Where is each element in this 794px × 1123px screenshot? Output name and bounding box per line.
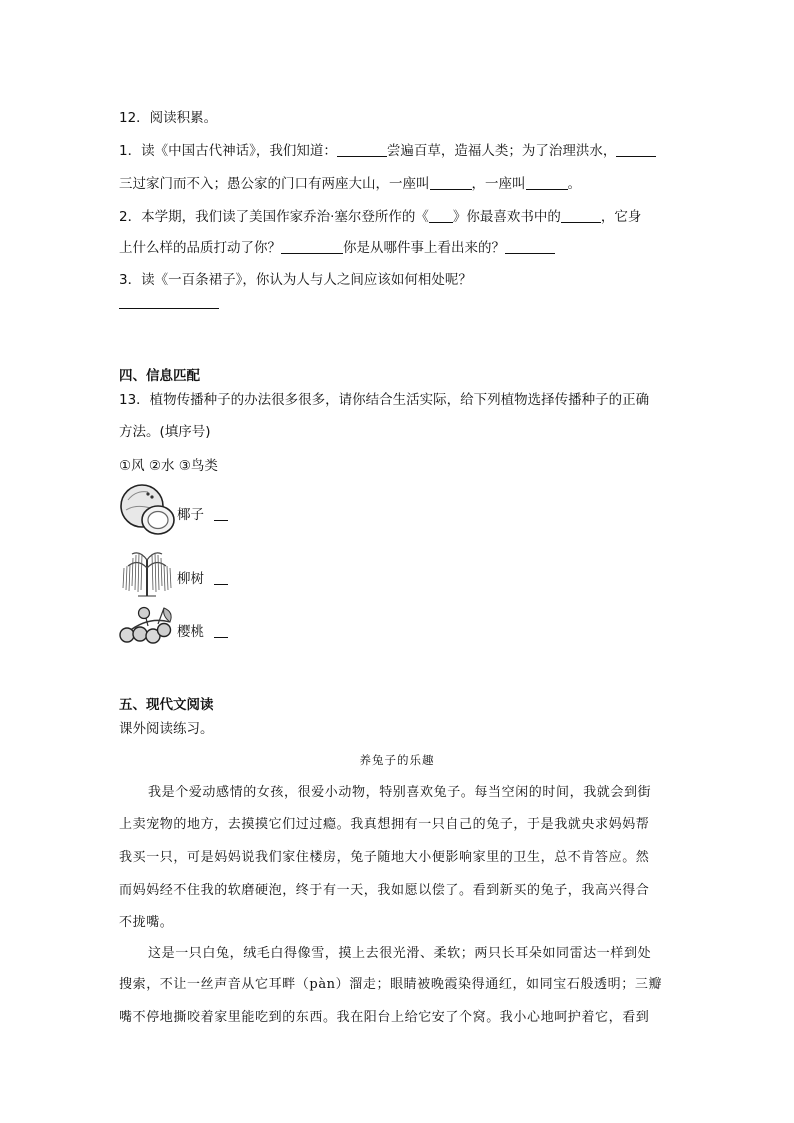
answer-blank[interactable] bbox=[616, 142, 656, 157]
section-5-heading: 五、现代文阅读 bbox=[119, 697, 214, 713]
plant-item-willow: 柳树 bbox=[177, 567, 228, 587]
passage-line: 不拢嘴。 bbox=[119, 915, 174, 930]
q12-line-4: 上什么样的品质打动了你？ 你是从哪件事上看出来的？ bbox=[119, 236, 555, 256]
passage-line: 我是个爱动感情的女孩，很爱小动物，特别喜欢兔子。每当空闲的时间，我就会到街 bbox=[148, 785, 652, 800]
answer-blank[interactable] bbox=[429, 208, 453, 223]
answer-blank[interactable] bbox=[561, 208, 601, 223]
q13-line-2: 方法。(填序号) bbox=[119, 424, 211, 440]
q12-line-2: 三过家门而不入；愚公家的门口有两座大山，一座叫 ，一座叫 。 bbox=[119, 176, 581, 192]
q12-line-3: 2．本学期，我们读了美国作家乔治·塞尔登所作的《 》你最喜欢书中的 ，它身 bbox=[119, 209, 642, 225]
answer-blank[interactable] bbox=[337, 142, 387, 157]
section-4-heading: 四、信息匹配 bbox=[119, 368, 200, 384]
passage-line: 搜索，不让一丝声音从它耳畔（pàn）溜走；眼睛被晚霞染得通红，如同宝石般透明；三瓣 bbox=[119, 977, 663, 992]
passage-title: 养兔子的乐趣 bbox=[359, 753, 435, 767]
q12-line-1: 1．读《中国古代神话》，我们知道： 尝遍百草，造福人类；为了治理洪水， bbox=[119, 139, 656, 159]
passage-line: 我买一只，可是妈妈说我们家住楼房，兔子随地大小便影响家里的卫生，总不肯答应。然 bbox=[119, 850, 650, 865]
cherry-icon bbox=[118, 602, 178, 652]
answer-blank[interactable] bbox=[505, 239, 555, 254]
plant-item-cherry: 樱桃 bbox=[177, 620, 228, 640]
answer-blank[interactable] bbox=[119, 294, 219, 309]
q13-options: ①风 ②水 ③鸟类 bbox=[119, 458, 218, 474]
answer-blank[interactable] bbox=[214, 623, 228, 638]
plant-item-coconut: 椰子 bbox=[177, 503, 228, 523]
answer-blank[interactable] bbox=[430, 175, 472, 190]
passage-line: 这是一只白兔，绒毛白得像雪，摸上去很光滑、柔软；两只长耳朵如同雷达一样到处 bbox=[148, 946, 652, 961]
passage-line: 嘴不停地撕咬着家里能吃到的东西。我在阳台上给它安了个窝。我小心地呵护着它，看到 bbox=[119, 1010, 650, 1025]
passage-line: 而妈妈经不住我的软磨硬泡，终于有一天，我如愿以偿了。看到新买的兔子，我高兴得合 bbox=[119, 883, 650, 898]
answer-blank[interactable] bbox=[526, 175, 568, 190]
answer-blank[interactable] bbox=[214, 506, 228, 521]
coconut-icon bbox=[118, 482, 176, 542]
q13-line-1: 13．植物传播种子的办法很多很多，请你结合生活实际，给下列植物选择传播种子的正确 bbox=[119, 392, 650, 408]
answer-blank[interactable] bbox=[281, 239, 343, 254]
willow-tree-icon bbox=[118, 546, 176, 602]
answer-blank[interactable] bbox=[214, 570, 228, 585]
passage-line: 上卖宠物的地方，去摸摸它们过过瘾。我真想拥有一只自己的兔子，于是我就央求妈妈帮 bbox=[119, 817, 650, 832]
q12-answer-line[interactable] bbox=[119, 294, 219, 311]
q12-title: 12．阅读积累。 bbox=[119, 110, 218, 126]
section-5-subtitle: 课外阅读练习。 bbox=[119, 721, 214, 737]
q12-line-5: 3．读《一百条裙子》，你认为人与人之间应该如何相处呢？ bbox=[119, 272, 472, 288]
